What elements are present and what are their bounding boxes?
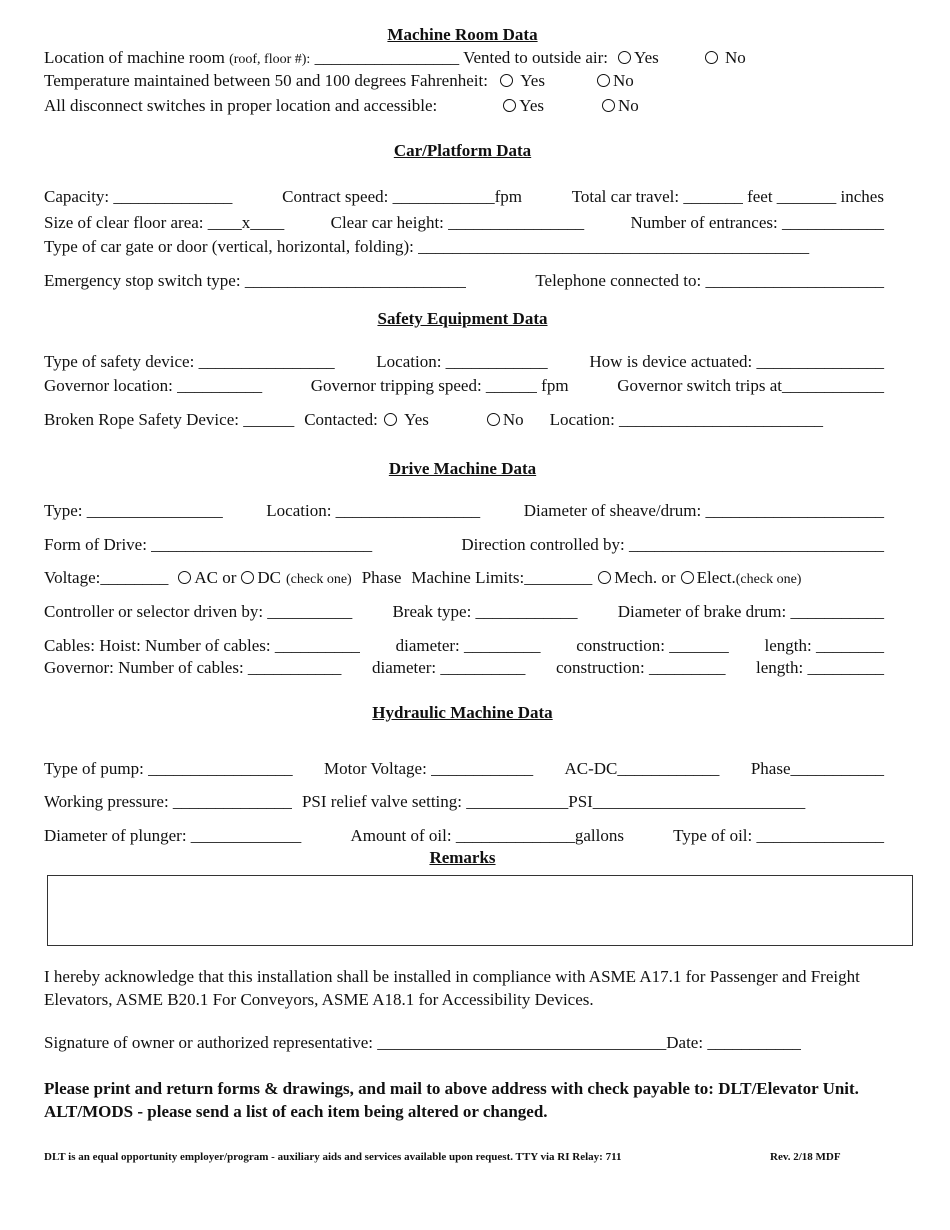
radio-circle-icon [500,74,513,87]
governor-length-field[interactable]: length: _________ [756,658,884,677]
option-label: No [725,48,746,67]
governor-switch-field[interactable]: Governor switch trips at____________ [617,376,884,395]
dc-option[interactable] [241,567,281,589]
revision-label: Rev. 2/18 MDF [770,1151,841,1163]
option-label: No [502,410,524,429]
broken-rope-field[interactable]: Broken Rope Safety Device: ______ [44,410,295,429]
governor-row [44,375,884,397]
estop-field[interactable]: Emergency stop switch type: __________________________ [44,271,466,290]
pressure-row [44,791,884,813]
hoist-diameter-field[interactable]: diameter: _________ [395,636,541,655]
hydraulic-heading: Hydraulic Machine Data [372,703,553,722]
temperature-row [44,70,884,92]
plunger-field[interactable]: Diameter of plunger: _____________ [44,826,302,845]
signature-field[interactable]: Signature of owner or authorized representative: __________________________________ [44,1033,667,1052]
drive-type-field[interactable]: Type: ________________ [44,501,223,520]
pump-row [44,758,884,780]
disconnect-label: All disconnect switches in proper location and accessible: [44,96,438,115]
check-one-note: (check one) [735,572,802,587]
mech-option[interactable] [598,567,675,589]
location-label: Location of machine room [44,48,225,67]
date-field[interactable]: Date: ___________ [666,1033,801,1052]
safety-device-row [44,351,884,373]
hoist-length-field[interactable]: length: ________ [764,636,884,655]
disconnect-row [44,95,884,117]
temperature-label: Temperature maintained between 50 and 100 degrees Fahrenheit: [44,71,488,90]
option-label: DC [257,568,282,587]
gate-type-row [44,236,884,258]
signature-row [44,1032,884,1054]
plunger-row [44,825,884,847]
remarks-textarea[interactable] [47,875,913,946]
contacted-no-option[interactable] [487,409,524,431]
sheave-field[interactable]: Diameter of sheave/drum: _____________________ [523,501,884,520]
radio-circle-icon [681,571,694,584]
hoist-construction-field[interactable]: construction: _______ [576,636,729,655]
controller-field[interactable]: Controller or selector driven by: __________ [44,602,353,621]
broken-rope-row [44,409,884,431]
drive-type-row [44,500,884,522]
gate-type-field[interactable]: Type of car gate or door (vertical, horizontal, folding): ______________________________________________ [44,237,810,256]
radio-circle-icon [602,99,615,112]
floor-area-row [44,212,884,234]
broken-rope-location-field[interactable]: Location: ________________________ [549,410,824,429]
oil-amount-field[interactable]: Amount of oil: ______________gallons [350,826,624,845]
option-label: Elect. [696,568,736,587]
voltage-row [44,567,884,591]
disconnect-no-option[interactable] [602,95,639,117]
option-label: No [618,96,639,115]
option-label: Mech. or [614,568,676,587]
location-hint: (roof, floor #): [229,52,311,67]
oil-type-field[interactable]: Type of oil: _______________ [673,826,884,845]
governor-cables-row [44,657,884,679]
governor-location-field[interactable]: Governor location: __________ [44,376,263,395]
radio-circle-icon [618,51,631,64]
radio-circle-icon [241,571,254,584]
governor-cables-field[interactable]: Governor: Number of cables: ___________ [44,658,342,677]
safety-device-field[interactable]: Type of safety device: ________________ [44,352,335,371]
drive-location-field[interactable]: Location: _________________ [266,501,481,520]
machine-room-location-row [44,47,884,71]
direction-field[interactable]: Direction controlled by: ______________________________ [461,535,884,554]
acdc-field[interactable]: AC-DC____________ [564,759,720,778]
option-label: Yes [520,71,545,90]
option-label: Yes [519,96,544,115]
radio-circle-icon [598,571,611,584]
temperature-no-option[interactable] [597,70,634,92]
controller-row [44,601,884,623]
contacted-label: Contacted: [304,410,378,429]
entrances-field[interactable]: Number of entrances: ____________ [630,213,884,232]
check-one-note: (check one) [286,572,352,587]
footer-notice: DLT is an equal opportunity employer/program - auxiliary aids and services available upon request. TTY via RI Relay: 711 [44,1151,622,1163]
radio-circle-icon [178,571,191,584]
radio-circle-icon [597,74,610,87]
car-platform-heading: Car/Platform Data [393,141,532,160]
form-of-drive-row [44,534,884,556]
disconnect-yes-option[interactable] [503,95,544,117]
return-instructions: Please print and return forms & drawings, and mail to above address with check payable to: DLT/Elevator Unit. ALT/MODS - please send a list of each item being altered or changed. [44,1079,859,1121]
machine-limits-field[interactable]: Machine Limits:________ [411,568,593,587]
governor-construction-field[interactable]: construction: _________ [555,658,726,677]
radio-circle-icon [487,413,500,426]
drive-heading: Drive Machine Data [388,459,537,478]
total-travel-field[interactable]: Total car travel: _______ feet _______ inches [571,187,884,206]
ac-option[interactable] [178,567,236,589]
option-label: Yes [404,410,429,429]
acknowledgement-text: I hereby acknowledge that this installation shall be installed in compliance with ASME A17.1 for Passenger and Freight Elevators, ASME B20.1 For Conveyors, ASME A18.1 for Accessibility Devices. [44,967,860,1009]
safety-location-field[interactable]: Location: ____________ [376,352,548,371]
relief-valve-field[interactable]: PSI relief valve setting: ____________PSI_________________________ [301,792,806,811]
contacted-yes-option[interactable] [384,409,429,431]
hoist-cables-row [44,635,884,657]
radio-circle-icon [384,413,397,426]
location-field[interactable]: _________________ [314,48,460,67]
safety-heading: Safety Equipment Data [377,309,548,328]
elect-option[interactable] [681,567,736,589]
brake-type-field[interactable]: Break type: ____________ [392,602,578,621]
machine-room-heading: Machine Room Data [387,25,538,44]
temperature-yes-option[interactable] [500,70,545,92]
capacity-field[interactable]: Capacity: ______________ [44,187,233,206]
working-pressure-field[interactable]: Working pressure: ______________ [44,792,292,811]
vented-label: Vented to outside air: [463,48,609,67]
motor-voltage-field[interactable]: Motor Voltage: ____________ [324,759,534,778]
radio-circle-icon [503,99,516,112]
voltage-field[interactable]: Voltage:________ [44,568,169,587]
option-label: No [612,71,634,90]
clear-height-field[interactable]: Clear car height: ________________ [330,213,585,232]
option-label: AC or [194,568,237,587]
telephone-field[interactable]: Telephone connected to: _____________________ [535,271,884,290]
vented-no-option[interactable] [705,47,746,69]
governor-diameter-field[interactable]: diameter: __________ [371,658,526,677]
hoist-cables-field[interactable]: Cables: Hoist: Number of cables: __________ [44,636,360,655]
remarks-heading: Remarks [429,848,496,867]
form-of-drive-field[interactable]: Form of Drive: __________________________ [44,535,373,554]
brake-drum-field[interactable]: Diameter of brake drum: ___________ [617,602,884,621]
estop-row [44,270,884,292]
contract-speed-field[interactable]: Contract speed: ____________fpm [282,187,522,206]
actuated-field[interactable]: How is device actuated: _______________ [589,352,884,371]
phase-label: Phase [361,568,402,587]
option-label: Yes [634,48,659,67]
pump-type-field[interactable]: Type of pump: _________________ [44,759,293,778]
vented-yes-option[interactable] [618,47,659,69]
phase-field[interactable]: Phase___________ [750,759,884,778]
radio-circle-icon [705,51,718,64]
floor-area-field[interactable]: Size of clear floor area: ____x____ [44,213,285,232]
capacity-row [44,186,884,208]
governor-speed-field[interactable]: Governor tripping speed: ______ fpm [310,376,569,395]
